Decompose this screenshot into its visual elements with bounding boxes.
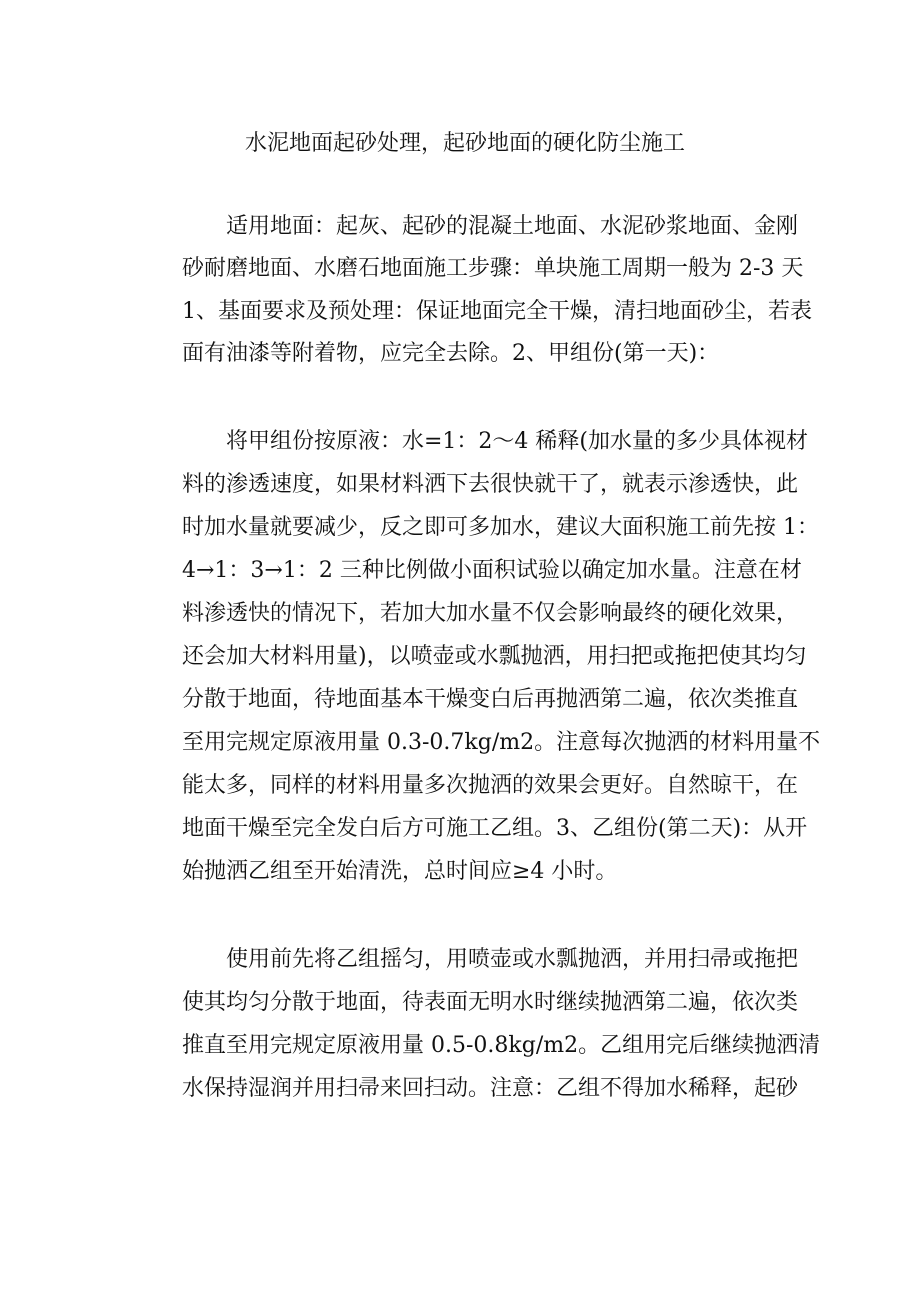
text-line: 始抛洒乙组至开始清洗，总时间应≥4 小时。: [182, 859, 618, 884]
document-title: 水泥地面起砂处理，起砂地面的硬化防尘施工: [244, 131, 685, 156]
text-line: 至用完规定原液用量 0.3-0.7kg/m2。注意每次抛洒的材料用量不: [182, 730, 821, 755]
text-line: 时加水量就要减少，反之即可多加水，建议大面积施工前先按 1：: [182, 515, 819, 540]
text-line: 地面干燥至完全发白后方可施工乙组。3、乙组份(第二天)：从开: [182, 816, 808, 841]
text-line: 1、基面要求及预处理：保证地面完全干燥，清扫地面砂尘，若表: [182, 299, 812, 324]
text-line: 使其均匀分散于地面，待表面无明水时继续抛洒第二遍，依次类: [182, 990, 799, 1015]
text-line: 分散于地面，待地面基本干燥变白后再抛洒第二遍，依次类推直: [182, 687, 799, 712]
text-line: 砂耐磨地面、水磨石地面施工步骤：单块施工周期一般为 2-3 天: [182, 256, 804, 281]
text-line: 适用地面：起灰、起砂的混凝土地面、水泥砂浆地面、金刚: [226, 214, 799, 239]
text-line: 料的渗透速度，如果材料洒下去很快就干了，就表示渗透快，此: [182, 472, 799, 497]
text-line: 水保持湿润并用扫帚来回扫动。注意：乙组不得加水稀释，起砂: [182, 1076, 799, 1101]
text-line: 推直至用完规定原液用量 0.5-0.8kg/m2。乙组用完后继续抛洒清: [182, 1033, 821, 1058]
text-line: 料渗透快的情况下，若加大加水量不仅会影响最终的硬化效果，: [182, 601, 799, 626]
text-line: 还会加大材料用量)，以喷壶或水瓢抛洒，用扫把或拖把使其均匀: [182, 644, 807, 669]
text-line: 4→1：3→1：2 三种比例做小面积试验以确定加水量。注意在材: [182, 558, 802, 583]
text-line: 面有油漆等附着物，应完全去除。2、甲组份(第一天)：: [182, 341, 720, 366]
text-line: 将甲组份按原液：水=1：2～4 稀释(加水量的多少具体视材: [226, 429, 809, 454]
text-line: 能太多，同样的材料用量多次抛洒的效果会更好。自然晾干，在: [182, 773, 799, 798]
text-line: 使用前先将乙组摇匀，用喷壶或水瓢抛洒，并用扫帚或拖把: [226, 947, 799, 972]
